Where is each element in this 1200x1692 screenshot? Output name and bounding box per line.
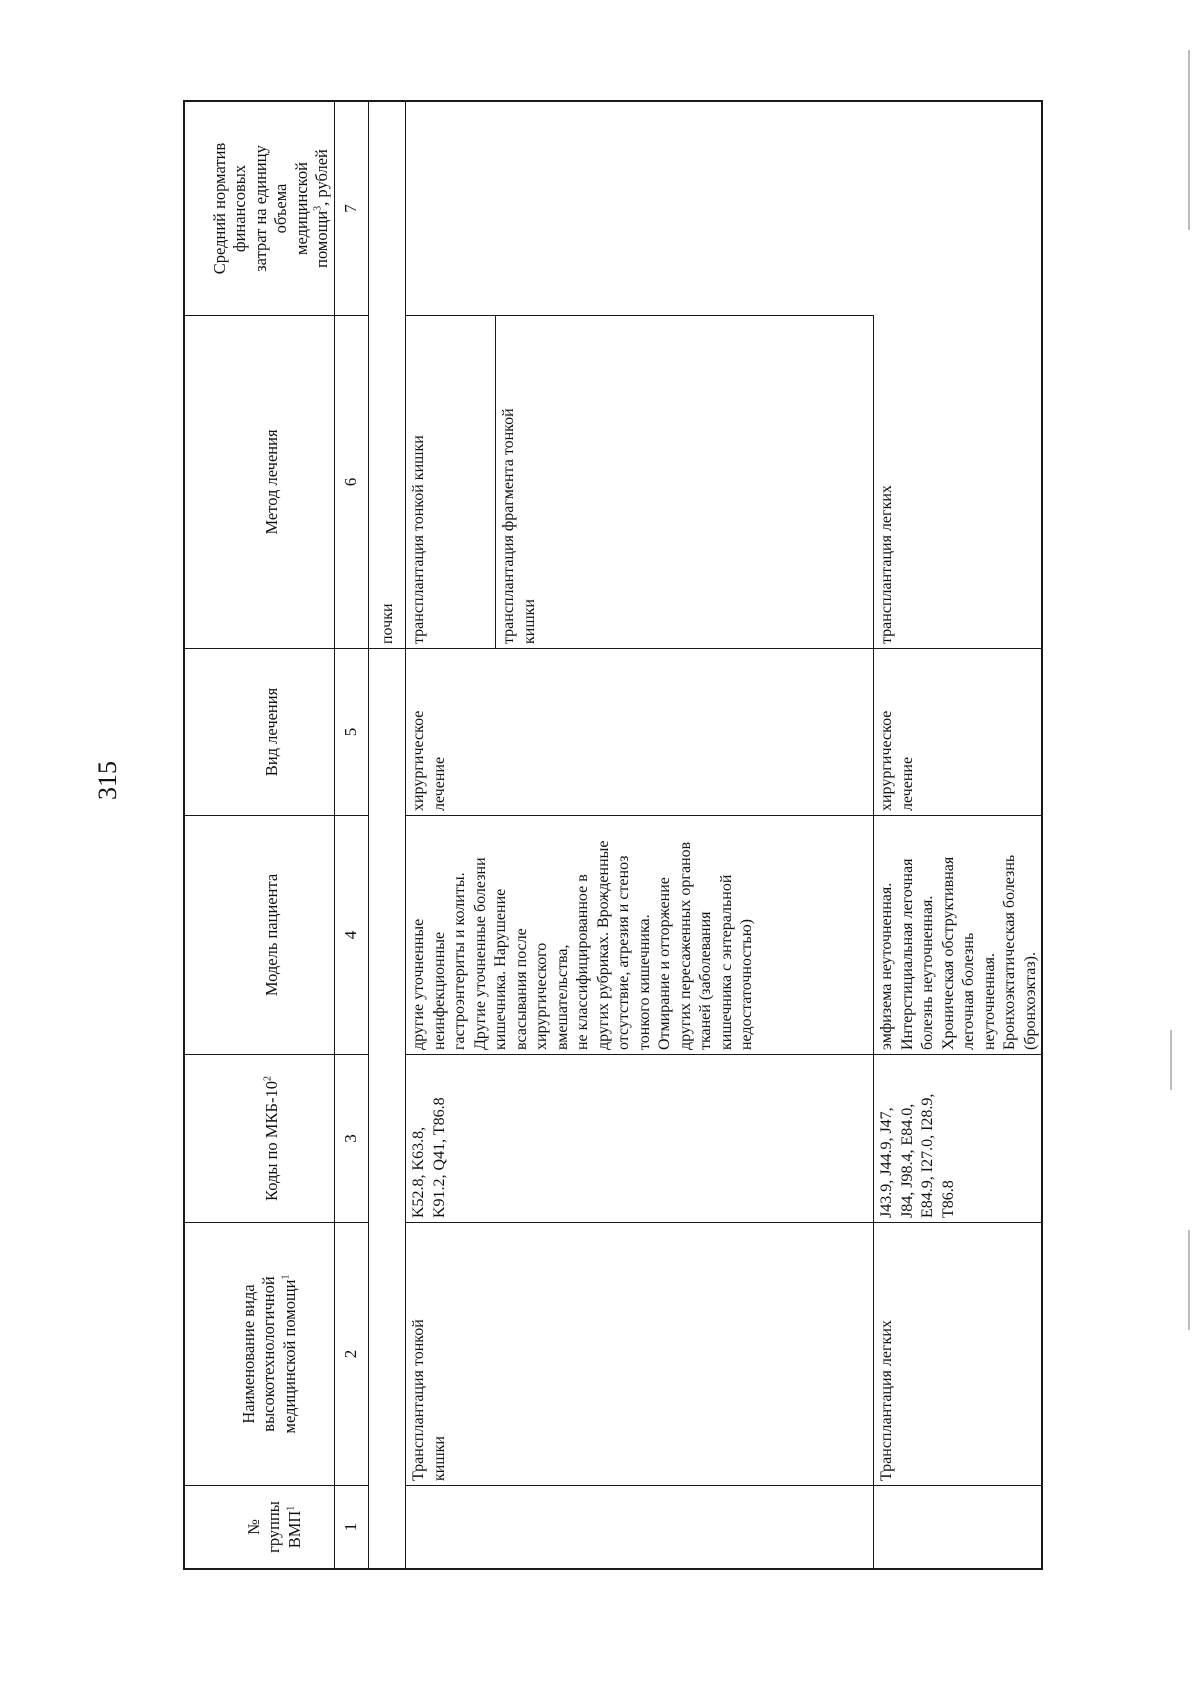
footnote-1-mark: 1 — [285, 1505, 296, 1511]
col-sep-2b — [405, 1222, 1043, 1223]
col-sep-4b — [405, 815, 1043, 816]
header-treatment-type — [241, 649, 282, 815]
row1-treatment-type: хирургическое лечение — [410, 710, 448, 811]
col-sep-6b — [405, 315, 873, 316]
row2-patient-model: эмфизема неуточненная. Интерстициальная легочная болезнь неуточненная. Хроническая обструктивная легочная болезнь неуточненная. Бронхоэктатическая болезнь (бронхоэктаз). — [878, 854, 1039, 1050]
colnum-3: 3 — [341, 1134, 360, 1143]
header-cost-standard — [189, 102, 333, 315]
col-sep-1b — [405, 1485, 1043, 1486]
row2-vmp-name: Трансплантация легких — [878, 1320, 895, 1481]
header-treatment-method — [241, 316, 282, 648]
colnum-6: 6 — [341, 477, 360, 487]
header-patient-model — [241, 816, 282, 1054]
header-cost-standard-text: Средний норматив финансовых затрат на единицу объема медицинской помощи — [209, 142, 331, 275]
colnum-2: 2 — [341, 1349, 360, 1359]
header-cost-standard-unit: , рублей — [312, 149, 331, 206]
row1-method-1: трансплантация тонкой кишки — [410, 435, 427, 644]
header-group-number — [223, 1486, 305, 1568]
vmp-table — [183, 100, 1043, 1570]
header-bottom-line — [334, 100, 335, 1570]
footnote-3-mark: 3 — [312, 205, 324, 211]
scan-edge-mark — [1188, 1230, 1190, 1330]
header-vmp-name — [218, 1223, 300, 1485]
page-number: 315 — [93, 761, 122, 800]
col-sep-5 — [183, 648, 1043, 649]
row2-method-1: трансплантация легких — [878, 485, 895, 644]
table-border-top — [183, 100, 185, 1570]
colnum-bottom-line — [368, 100, 369, 1570]
colnum-5: 5 — [341, 727, 360, 737]
table-border-bottom — [1041, 100, 1043, 1570]
header-vmp-name-text: Наименование вида высокотехнологичной медицинской помощи — [238, 1276, 299, 1434]
continuation-method: почки — [379, 603, 396, 644]
continuation-bottom-line — [405, 100, 406, 1570]
row1-vmp-name: Трансплантация тонкой кишки — [410, 1319, 448, 1481]
row1-bottom-line — [873, 315, 874, 1570]
header-patient-model-text: Модель пациента — [261, 873, 281, 997]
colnum-4: 4 — [341, 930, 360, 940]
scan-edge-mark — [1170, 1030, 1172, 1090]
header-icd-codes — [241, 1055, 282, 1222]
scan-edge-mark — [1188, 50, 1190, 230]
colnum-7: 7 — [341, 204, 360, 213]
row1-icd-codes: K52.8, K63.8, K91.2, Q41, T86.8 — [410, 1097, 448, 1218]
row1-method-2: трансплантация фрагмента тонкой кишки — [500, 408, 538, 644]
header-group-number-text: № группы ВМП — [243, 1501, 304, 1553]
row2-treatment-type: хирургическое лечение — [878, 710, 916, 811]
footnote-1-mark-2: 1 — [280, 1274, 291, 1280]
method-split-line — [495, 316, 496, 648]
colnum-1: 1 — [341, 1522, 360, 1532]
header-icd-codes-text: Коды по МКБ-10 — [261, 1081, 281, 1201]
table-border-left — [183, 1568, 1043, 1570]
footnote-2-mark: 2 — [262, 1076, 273, 1082]
header-treatment-type-text: Вид лечения — [261, 687, 281, 777]
row1-patient-model: другие уточненные неинфекционные гастроэнтериты и колиты. Другие уточненные болезни кишечника. Нарушение всасывания после хирургического вмешательства, не классифицированное в других рубриках. Врожденные отсутствие, атрезия и стеноз тонкого кишечника. Отмирание и отторжение других пересаженных органов тканей (заболевания кишечника с энтеральной недостаточностью) — [410, 840, 755, 1050]
header-treatment-method-text: Метод лечения — [261, 429, 281, 535]
row2-icd-codes: J43.9, J44.9, J47, J84, J98.4, E84.0, E84.9, I27.0, I28.9, T86.8 — [878, 1093, 957, 1218]
col-sep-3b — [405, 1054, 1043, 1055]
